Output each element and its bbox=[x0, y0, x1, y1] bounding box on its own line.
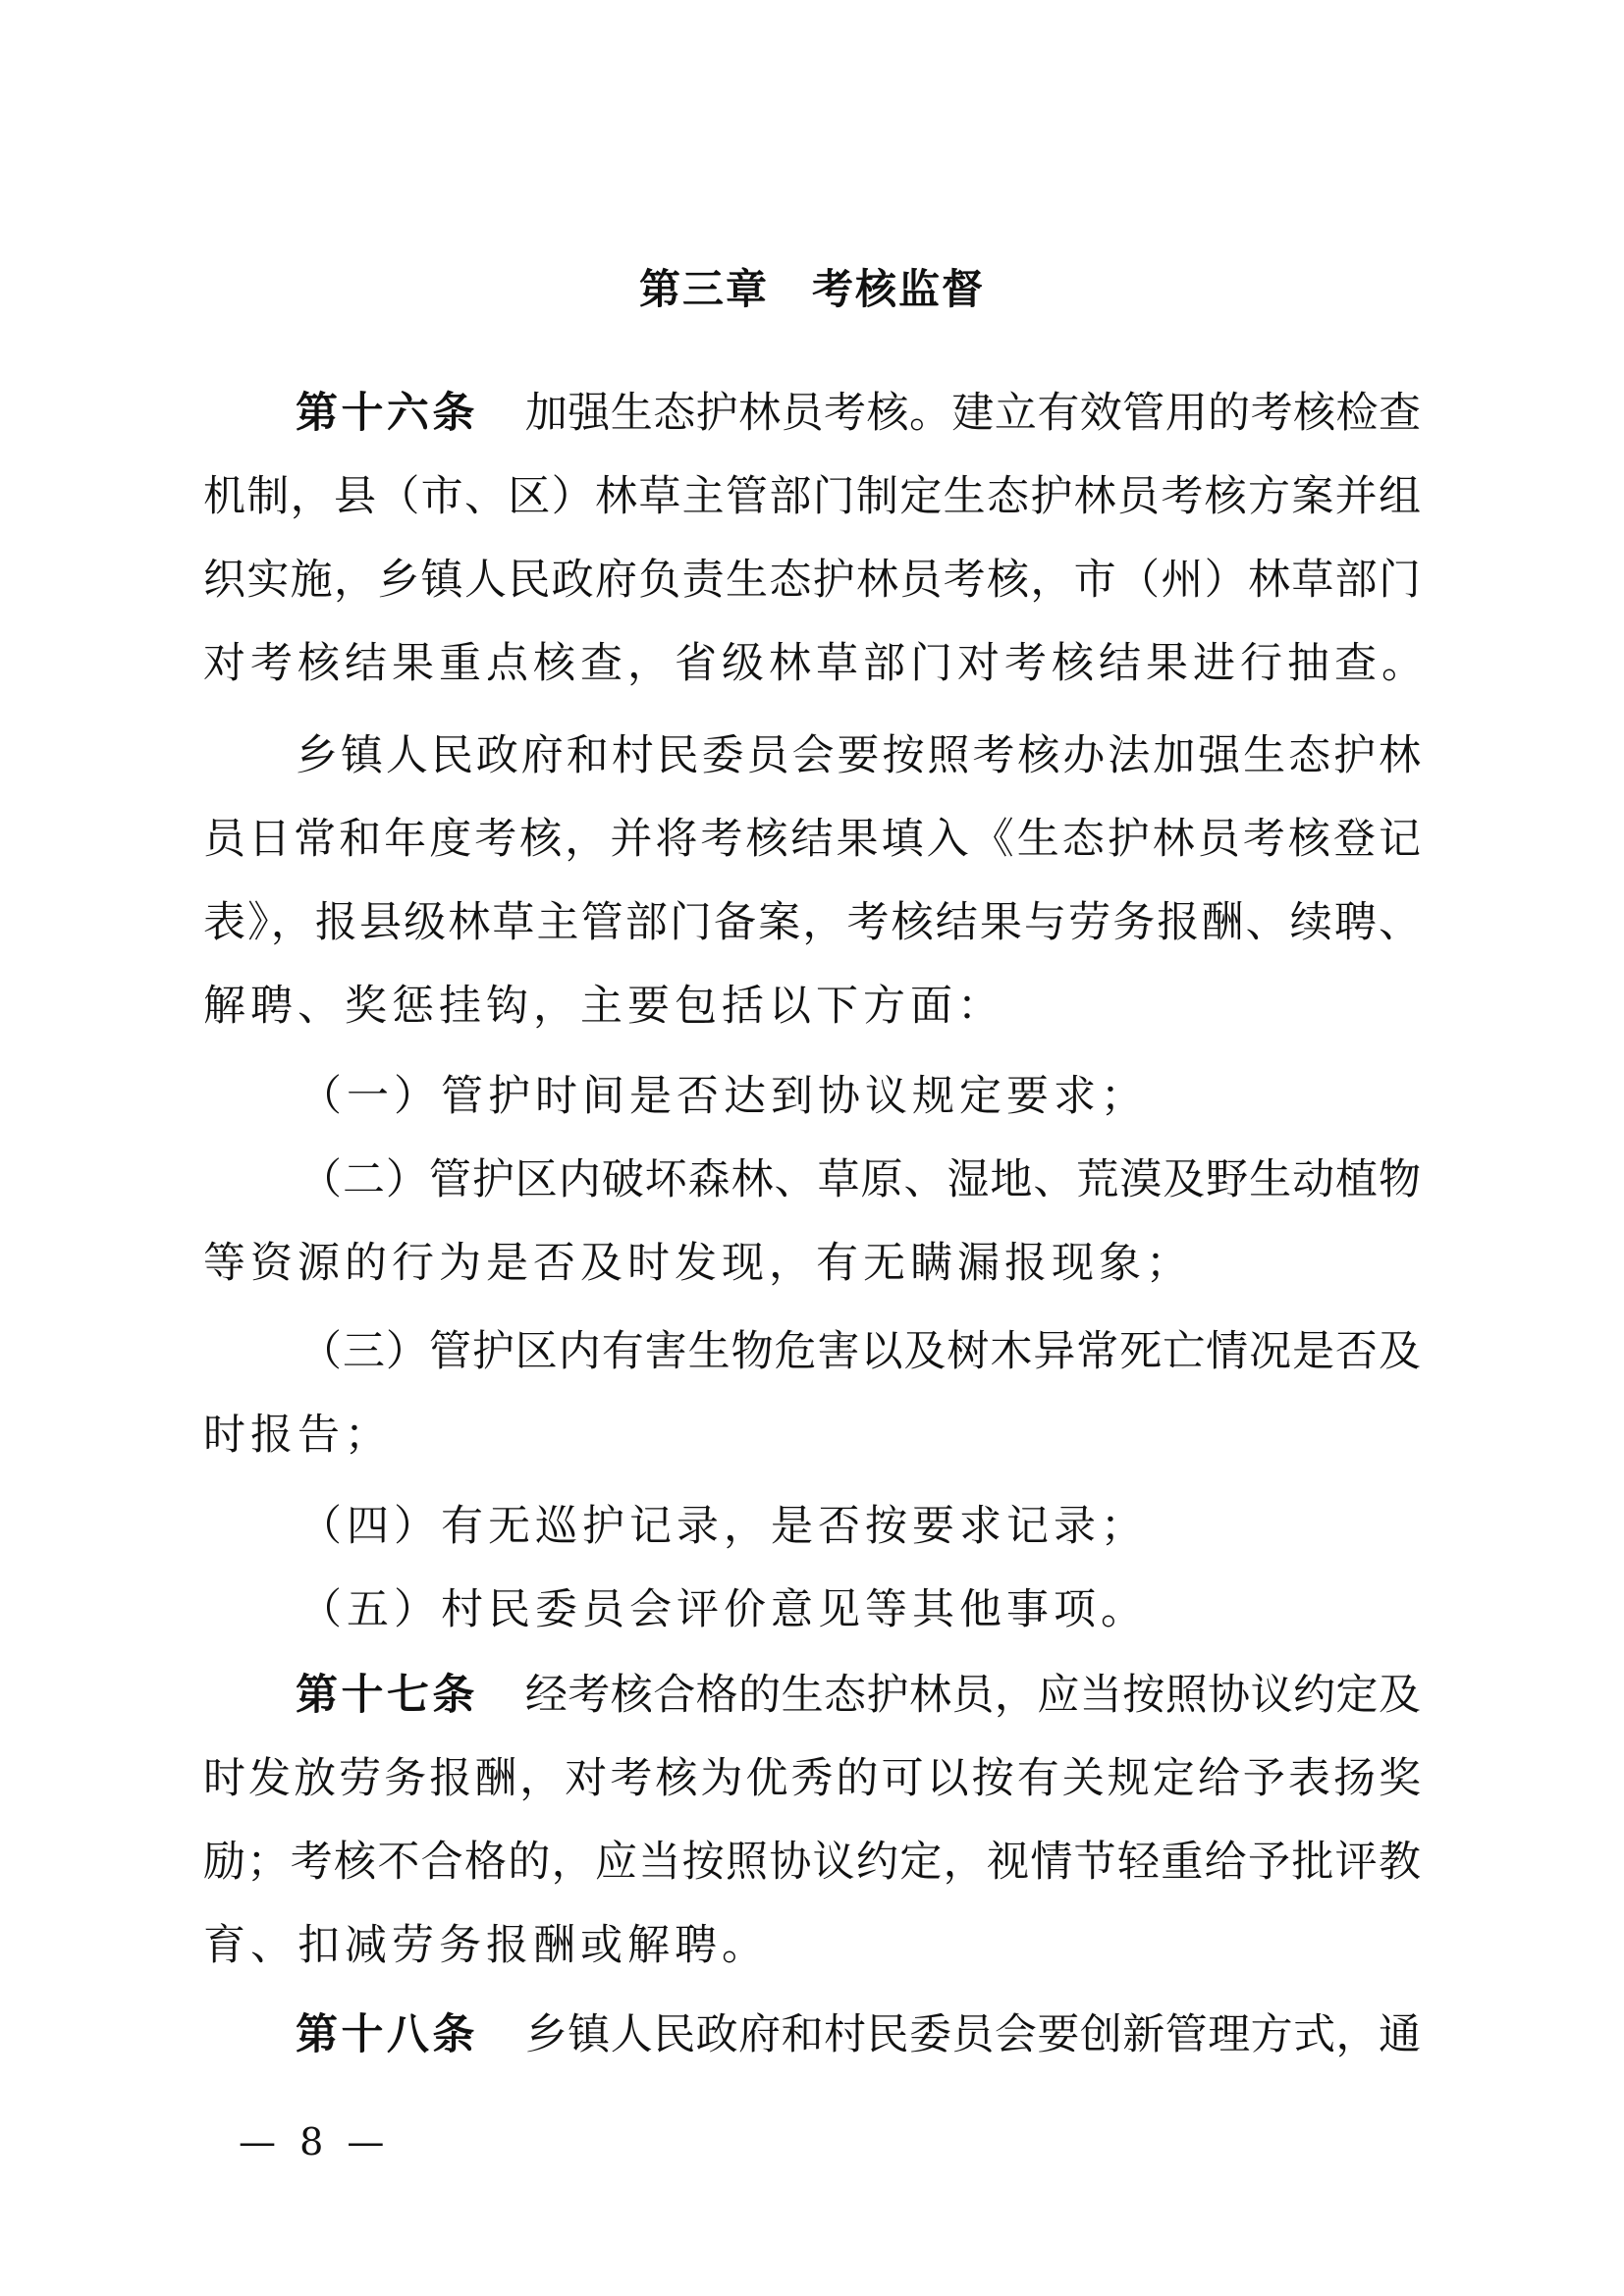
article-17-label: 第十七条 bbox=[296, 1671, 478, 1720]
article-17-text: 经考核合格的生态护林员，应当按照协议约定及 bbox=[524, 1671, 1422, 1720]
item-2-line-2: 等资源的行为是否及时发现，有无瞒漏报现象； bbox=[203, 1239, 1193, 1288]
article-18-text: 乡镇人民政府和村民委员会要创新管理方式，通 bbox=[524, 2010, 1422, 2059]
item-3-line-2: 时报告； bbox=[203, 1411, 392, 1460]
item-1: （一）管护时间是否达到协议规定要求； bbox=[299, 1072, 1148, 1121]
article-16-line-1 bbox=[296, 384, 1421, 443]
item-2-line-1: （二）管护区内破坏森林、草原、湿地、荒漠及野生动植物 bbox=[299, 1155, 1421, 1204]
item-5: （五）村民委员会评价意见等其他事项。 bbox=[299, 1585, 1148, 1634]
article-17-line-4: 育、扣减劳务报酬或解聘。 bbox=[203, 1921, 769, 1970]
article-16-label: 第十六条 bbox=[296, 389, 478, 438]
article-16-line-2: 机制，县（市、区）林草主管部门制定生态护林员考核方案并组 bbox=[203, 472, 1421, 521]
chapter-title: 第三章 考核监督 bbox=[638, 265, 985, 313]
article-17-line-1 bbox=[296, 1666, 1421, 1725]
article-18-label: 第十八条 bbox=[296, 2010, 478, 2059]
item-4: （四）有无巡护记录，是否按要求记录； bbox=[299, 1502, 1148, 1551]
article-16-text: 加强生态护林员考核。建立有效管用的考核检查 bbox=[524, 389, 1422, 438]
article-17-line-2: 时发放劳务报酬，对考核为优秀的可以按有关规定给予表扬奖 bbox=[203, 1754, 1421, 1803]
page-number: — 8 — bbox=[239, 2120, 391, 2163]
para-2-line-3: 表》，报县级林草主管部门备案，考核结果与劳务报酬、续聘、 bbox=[203, 898, 1421, 947]
article-18-line-1 bbox=[296, 2005, 1421, 2064]
item-3-line-1: （三）管护区内有害生物危害以及树木异常死亡情况是否及 bbox=[299, 1327, 1421, 1376]
article-16-line-3: 织实施，乡镇人民政府负责生态护林员考核，市（州）林草部门 bbox=[203, 556, 1421, 605]
article-16-line-4: 对考核结果重点核查，省级林草部门对考核结果进行抽查。 bbox=[203, 639, 1429, 688]
para-2-line-1: 乡镇人民政府和村民委员会要按照考核办法加强生态护林 bbox=[296, 731, 1421, 780]
article-17-line-3: 励；考核不合格的，应当按照协议约定，视情节轻重给予批评教 bbox=[203, 1838, 1421, 1887]
para-2-line-4: 解聘、奖惩挂钩，主要包括以下方面： bbox=[203, 982, 1004, 1031]
para-2-line-2: 员日常和年度考核，并将考核结果填入《生态护林员考核登记 bbox=[203, 815, 1421, 864]
